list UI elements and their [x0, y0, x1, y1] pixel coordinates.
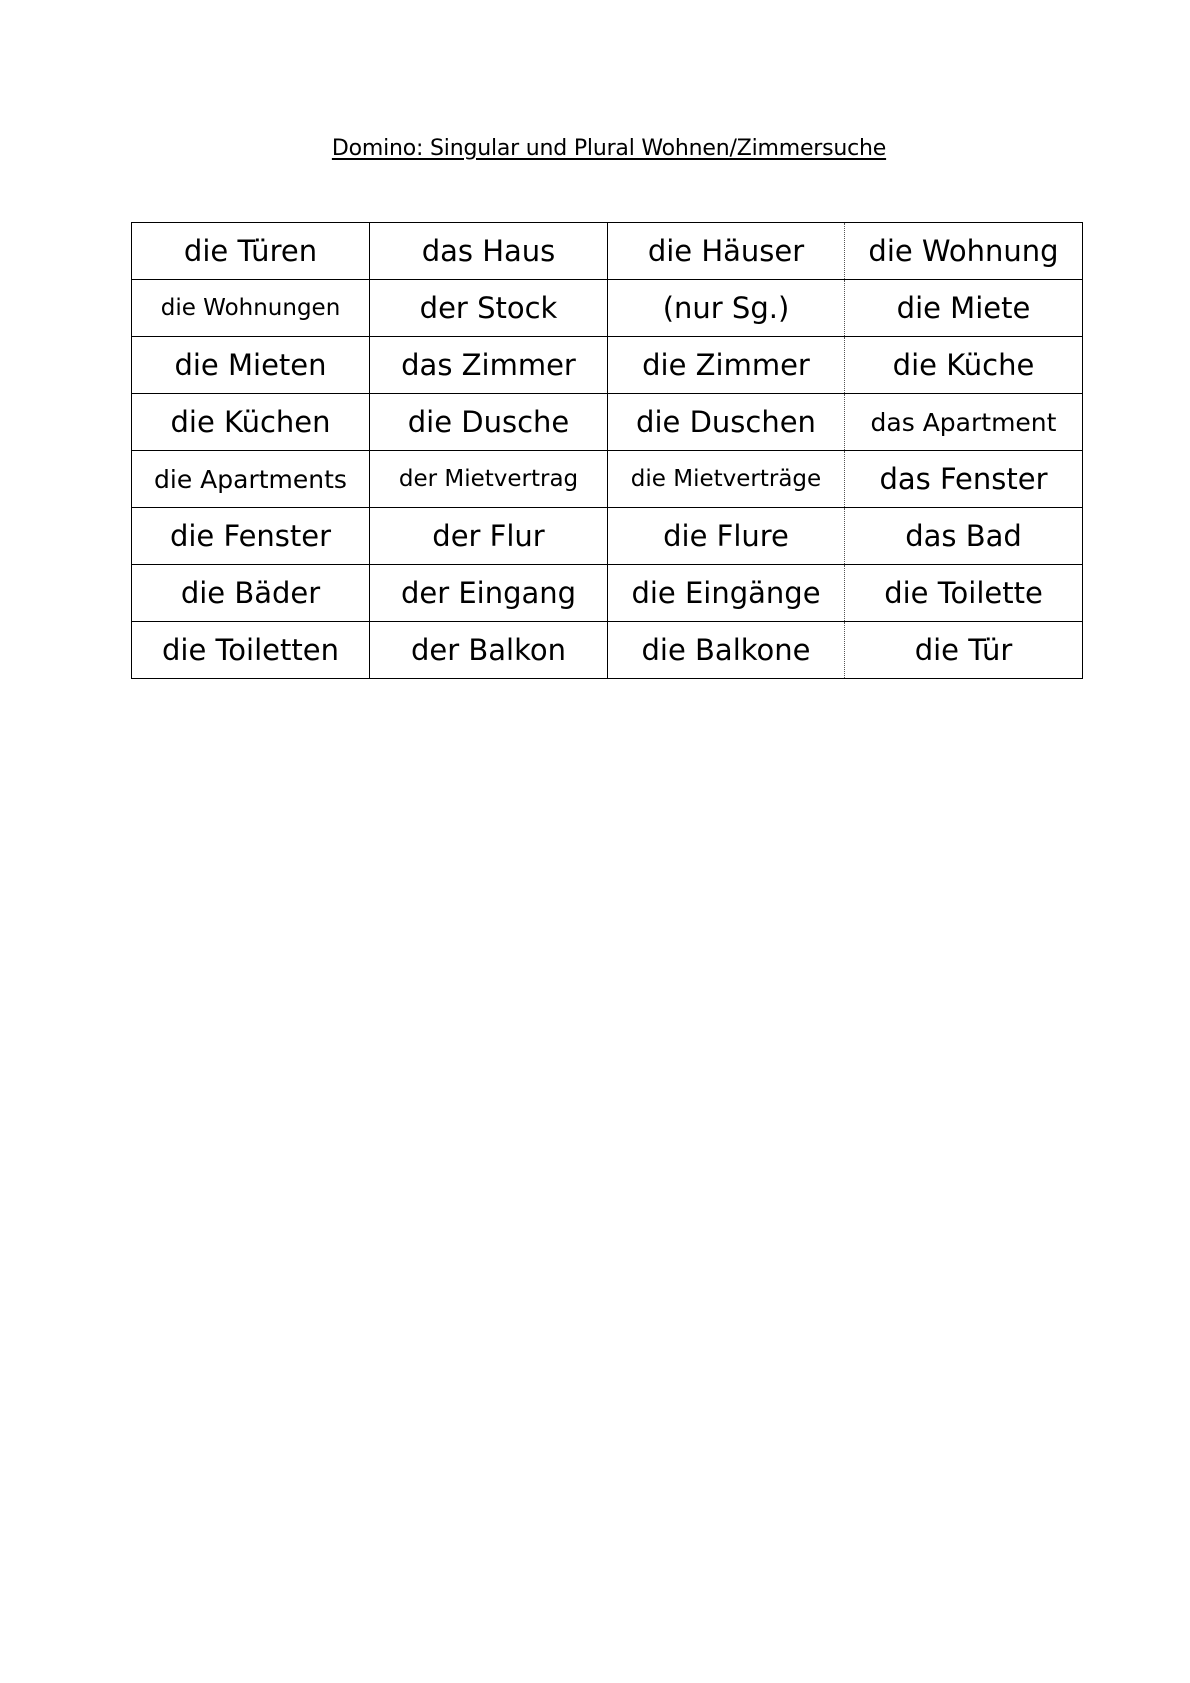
domino-cell: der Eingang	[370, 565, 608, 622]
domino-cell: die Tür	[845, 622, 1083, 679]
domino-cell: die Häuser	[608, 223, 845, 280]
table-row	[132, 622, 1083, 679]
domino-table	[131, 222, 1083, 679]
domino-cell: die Fenster	[132, 508, 370, 565]
domino-cell: die Türen	[132, 223, 370, 280]
domino-cell: das Bad	[845, 508, 1083, 565]
table-row	[132, 451, 1083, 508]
domino-cell: das Zimmer	[370, 337, 608, 394]
domino-cell: die Dusche	[370, 394, 608, 451]
domino-cell: die Eingänge	[608, 565, 845, 622]
table-row	[132, 394, 1083, 451]
domino-cell: die Zimmer	[608, 337, 845, 394]
domino-cell: die Apartments	[132, 451, 370, 508]
domino-cell: die Wohnungen	[132, 280, 370, 337]
domino-cell: der Mietvertrag	[370, 451, 608, 508]
domino-cell: das Fenster	[845, 451, 1083, 508]
table-row	[132, 280, 1083, 337]
domino-cell: die Küchen	[132, 394, 370, 451]
domino-cell: die Toilette	[845, 565, 1083, 622]
domino-cell: die Wohnung	[845, 223, 1083, 280]
domino-cell: die Mieten	[132, 337, 370, 394]
worksheet-title: Domino: Singular und Plural Wohnen/Zimmersuche	[331, 136, 887, 161]
domino-cell: (nur Sg.)	[608, 280, 845, 337]
domino-cell: das Apartment	[845, 394, 1083, 451]
table-row	[132, 508, 1083, 565]
domino-cell: die Flure	[608, 508, 845, 565]
domino-cell: die Mietverträge	[608, 451, 845, 508]
domino-cell: der Balkon	[370, 622, 608, 679]
domino-cell: die Duschen	[608, 394, 845, 451]
domino-cell: die Küche	[845, 337, 1083, 394]
table-row	[132, 565, 1083, 622]
domino-cell: der Stock	[370, 280, 608, 337]
domino-cell: die Toiletten	[132, 622, 370, 679]
domino-cell: die Miete	[845, 280, 1083, 337]
domino-cell: die Balkone	[608, 622, 845, 679]
table-row	[132, 337, 1083, 394]
domino-cell: das Haus	[370, 223, 608, 280]
domino-cell: der Flur	[370, 508, 608, 565]
table-row	[132, 223, 1083, 280]
domino-cell: die Bäder	[132, 565, 370, 622]
